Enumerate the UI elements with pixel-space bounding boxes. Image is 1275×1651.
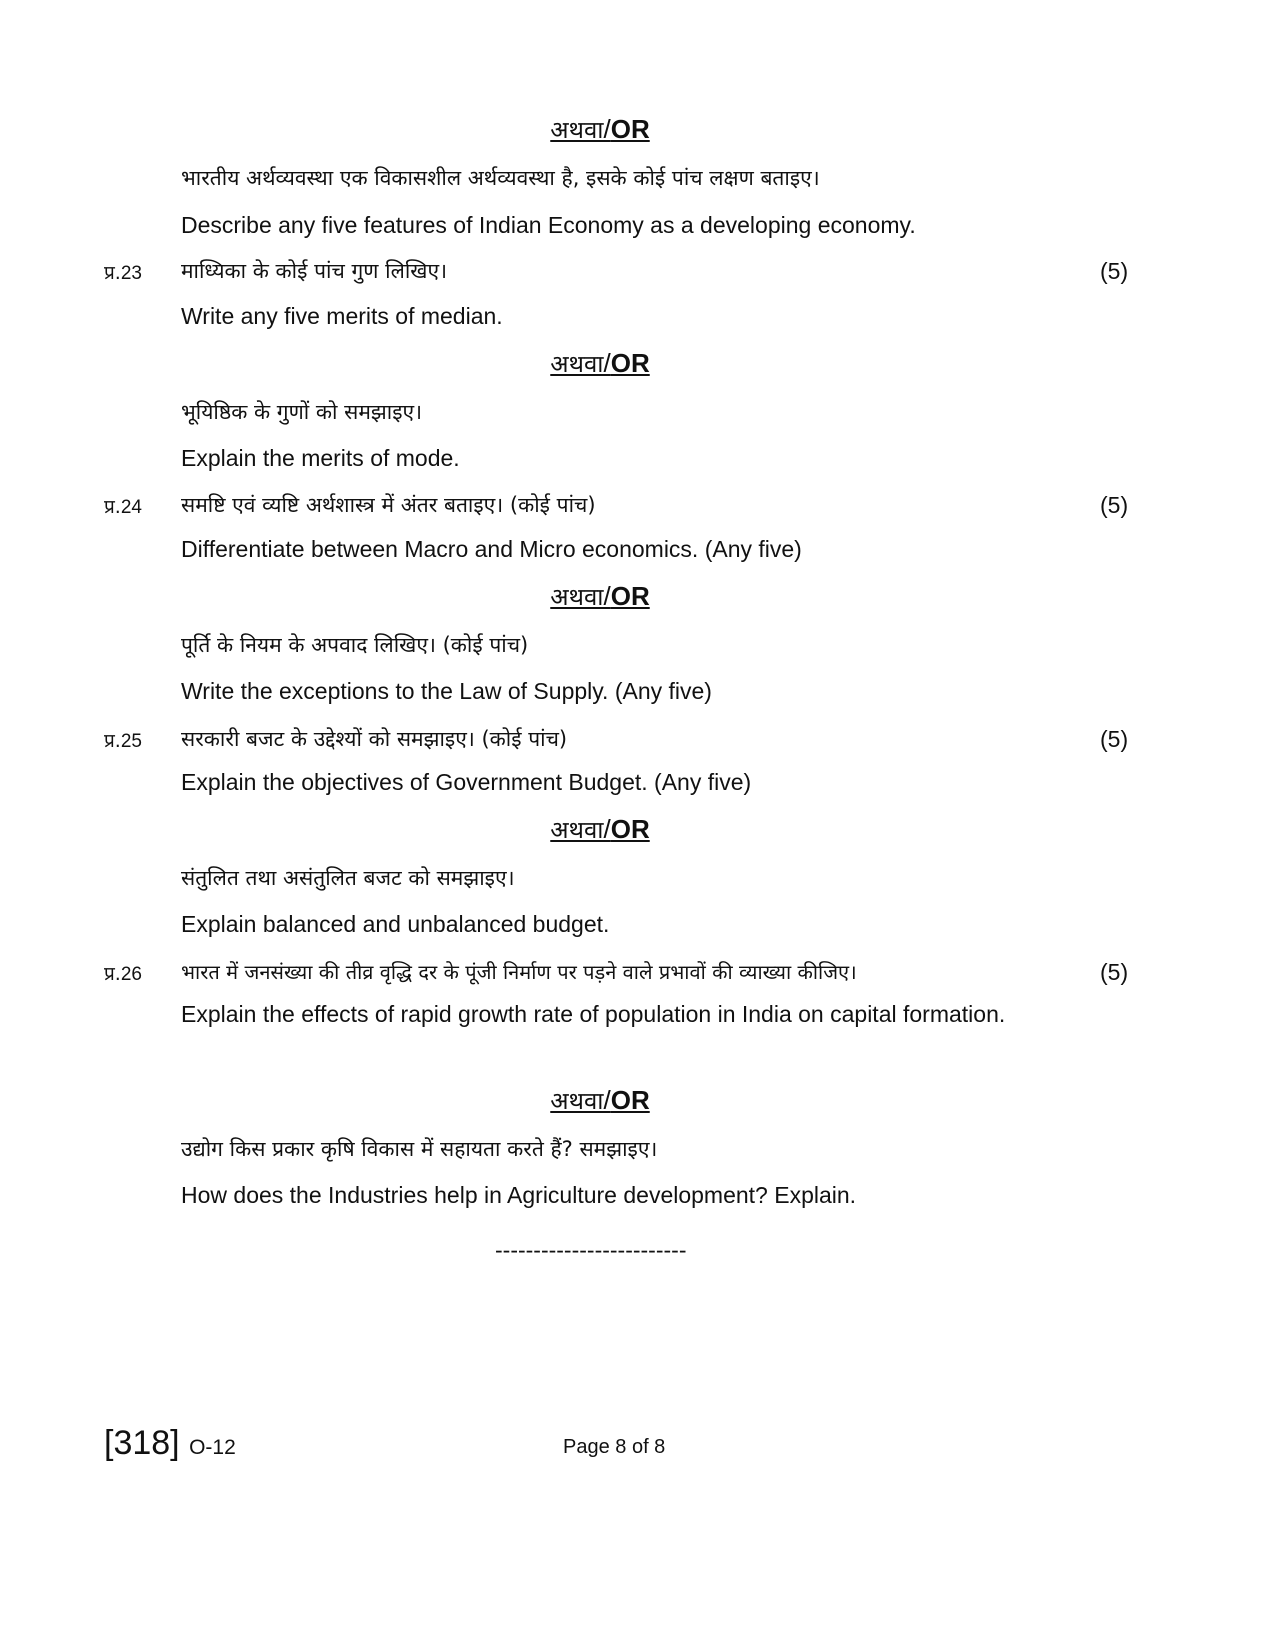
end-rule: ------------------------- [495,1237,687,1263]
or-separator: / [603,348,611,378]
question-prefix: प्र. [104,262,121,284]
or-separator: / [603,814,611,844]
question-prefix: प्र. [104,496,121,518]
or-separator: / [603,1085,611,1115]
page-number: Page 8 of 8 [563,1436,666,1458]
or-heading [0,1083,1200,1118]
question-number-value: 25 [120,731,142,752]
or-hindi: अथवा [550,583,604,611]
alternative-hindi: संतुलित तथा असंतुलित बजट को समझाइए। [181,866,515,890]
question-hindi: समष्टि एवं व्यष्टि अर्थशास्त्र में अंतर बताइए। (कोई पांच) [181,493,596,517]
intro-english: Describe any five features of Indian Economy as a developing economy. [181,212,916,238]
question-marks: (5) [1100,492,1129,518]
or-hindi: अथवा [550,816,604,844]
or-english: OR [610,581,650,611]
alternative-english: Explain balanced and unbalanced budget. [181,911,610,937]
or-heading [0,812,1200,847]
alternative-hindi: उद्योग किस प्रकार कृषि विकास में सहायता करते हैं? समझाइए। [181,1137,658,1161]
question-number [104,492,174,523]
paper-sub-code: O-12 [189,1436,236,1459]
or-english: OR [610,1085,650,1115]
or-separator: / [603,114,611,144]
or-separator: / [603,581,611,611]
question-hindi: माध्यिका के कोई पांच गुण लिखिए। [181,259,448,283]
question-english: Write any five merits of median. [181,303,503,329]
intro-hindi: भारतीय अर्थव्यवस्था एक विकासशील अर्थव्यवस्था है, इसके कोई पांच लक्षण बताइए। [181,166,820,190]
question-hindi: सरकारी बजट के उद्देश्यों को समझाइए। (कोई पांच) [181,727,568,751]
or-hindi: अथवा [550,116,604,144]
paper-code: [318] [104,1424,180,1462]
question-english: Explain the effects of rapid growth rate of population in India on capital formation. [181,1001,1006,1027]
question-english: Explain the objectives of Government Budget. (Any five) [181,769,752,795]
question-hindi: भारत में जनसंख्या की तीव्र वृद्धि दर के पूंजी निर्माण पर पड़ने वाले प्रभावों की व्याख्या कीजिए। [181,960,857,984]
alternative-hindi: पूर्ति के नियम के अपवाद लिखिए। (कोई पांच) [181,633,529,657]
question-marks: (5) [1100,959,1129,985]
question-number [104,726,174,757]
or-english: OR [610,114,650,144]
or-hindi: अथवा [550,350,604,378]
question-marks: (5) [1100,726,1129,752]
footer-code [104,1423,236,1468]
alternative-english: How does the Industries help in Agriculture development? Explain. [181,1182,857,1208]
question-number-value: 24 [120,497,142,518]
or-hindi: अथवा [550,1087,604,1115]
question-number-value: 23 [120,263,142,284]
or-english: OR [610,348,650,378]
question-marks: (5) [1100,258,1129,284]
or-heading [0,346,1200,381]
question-number [104,959,174,990]
question-prefix: प्र. [104,730,121,752]
question-number [104,258,174,289]
alternative-english: Explain the merits of mode. [181,445,460,471]
question-prefix: प्र. [104,963,121,985]
or-english: OR [610,814,650,844]
or-heading [0,579,1200,614]
alternative-hindi: भूयिष्ठिक के गुणों को समझाइए। [181,400,423,424]
alternative-english: Write the exceptions to the Law of Supply. (Any five) [181,678,712,704]
question-english: Differentiate between Macro and Micro economics. (Any five) [181,536,802,562]
or-heading [0,112,1200,147]
question-number-value: 26 [120,964,142,985]
